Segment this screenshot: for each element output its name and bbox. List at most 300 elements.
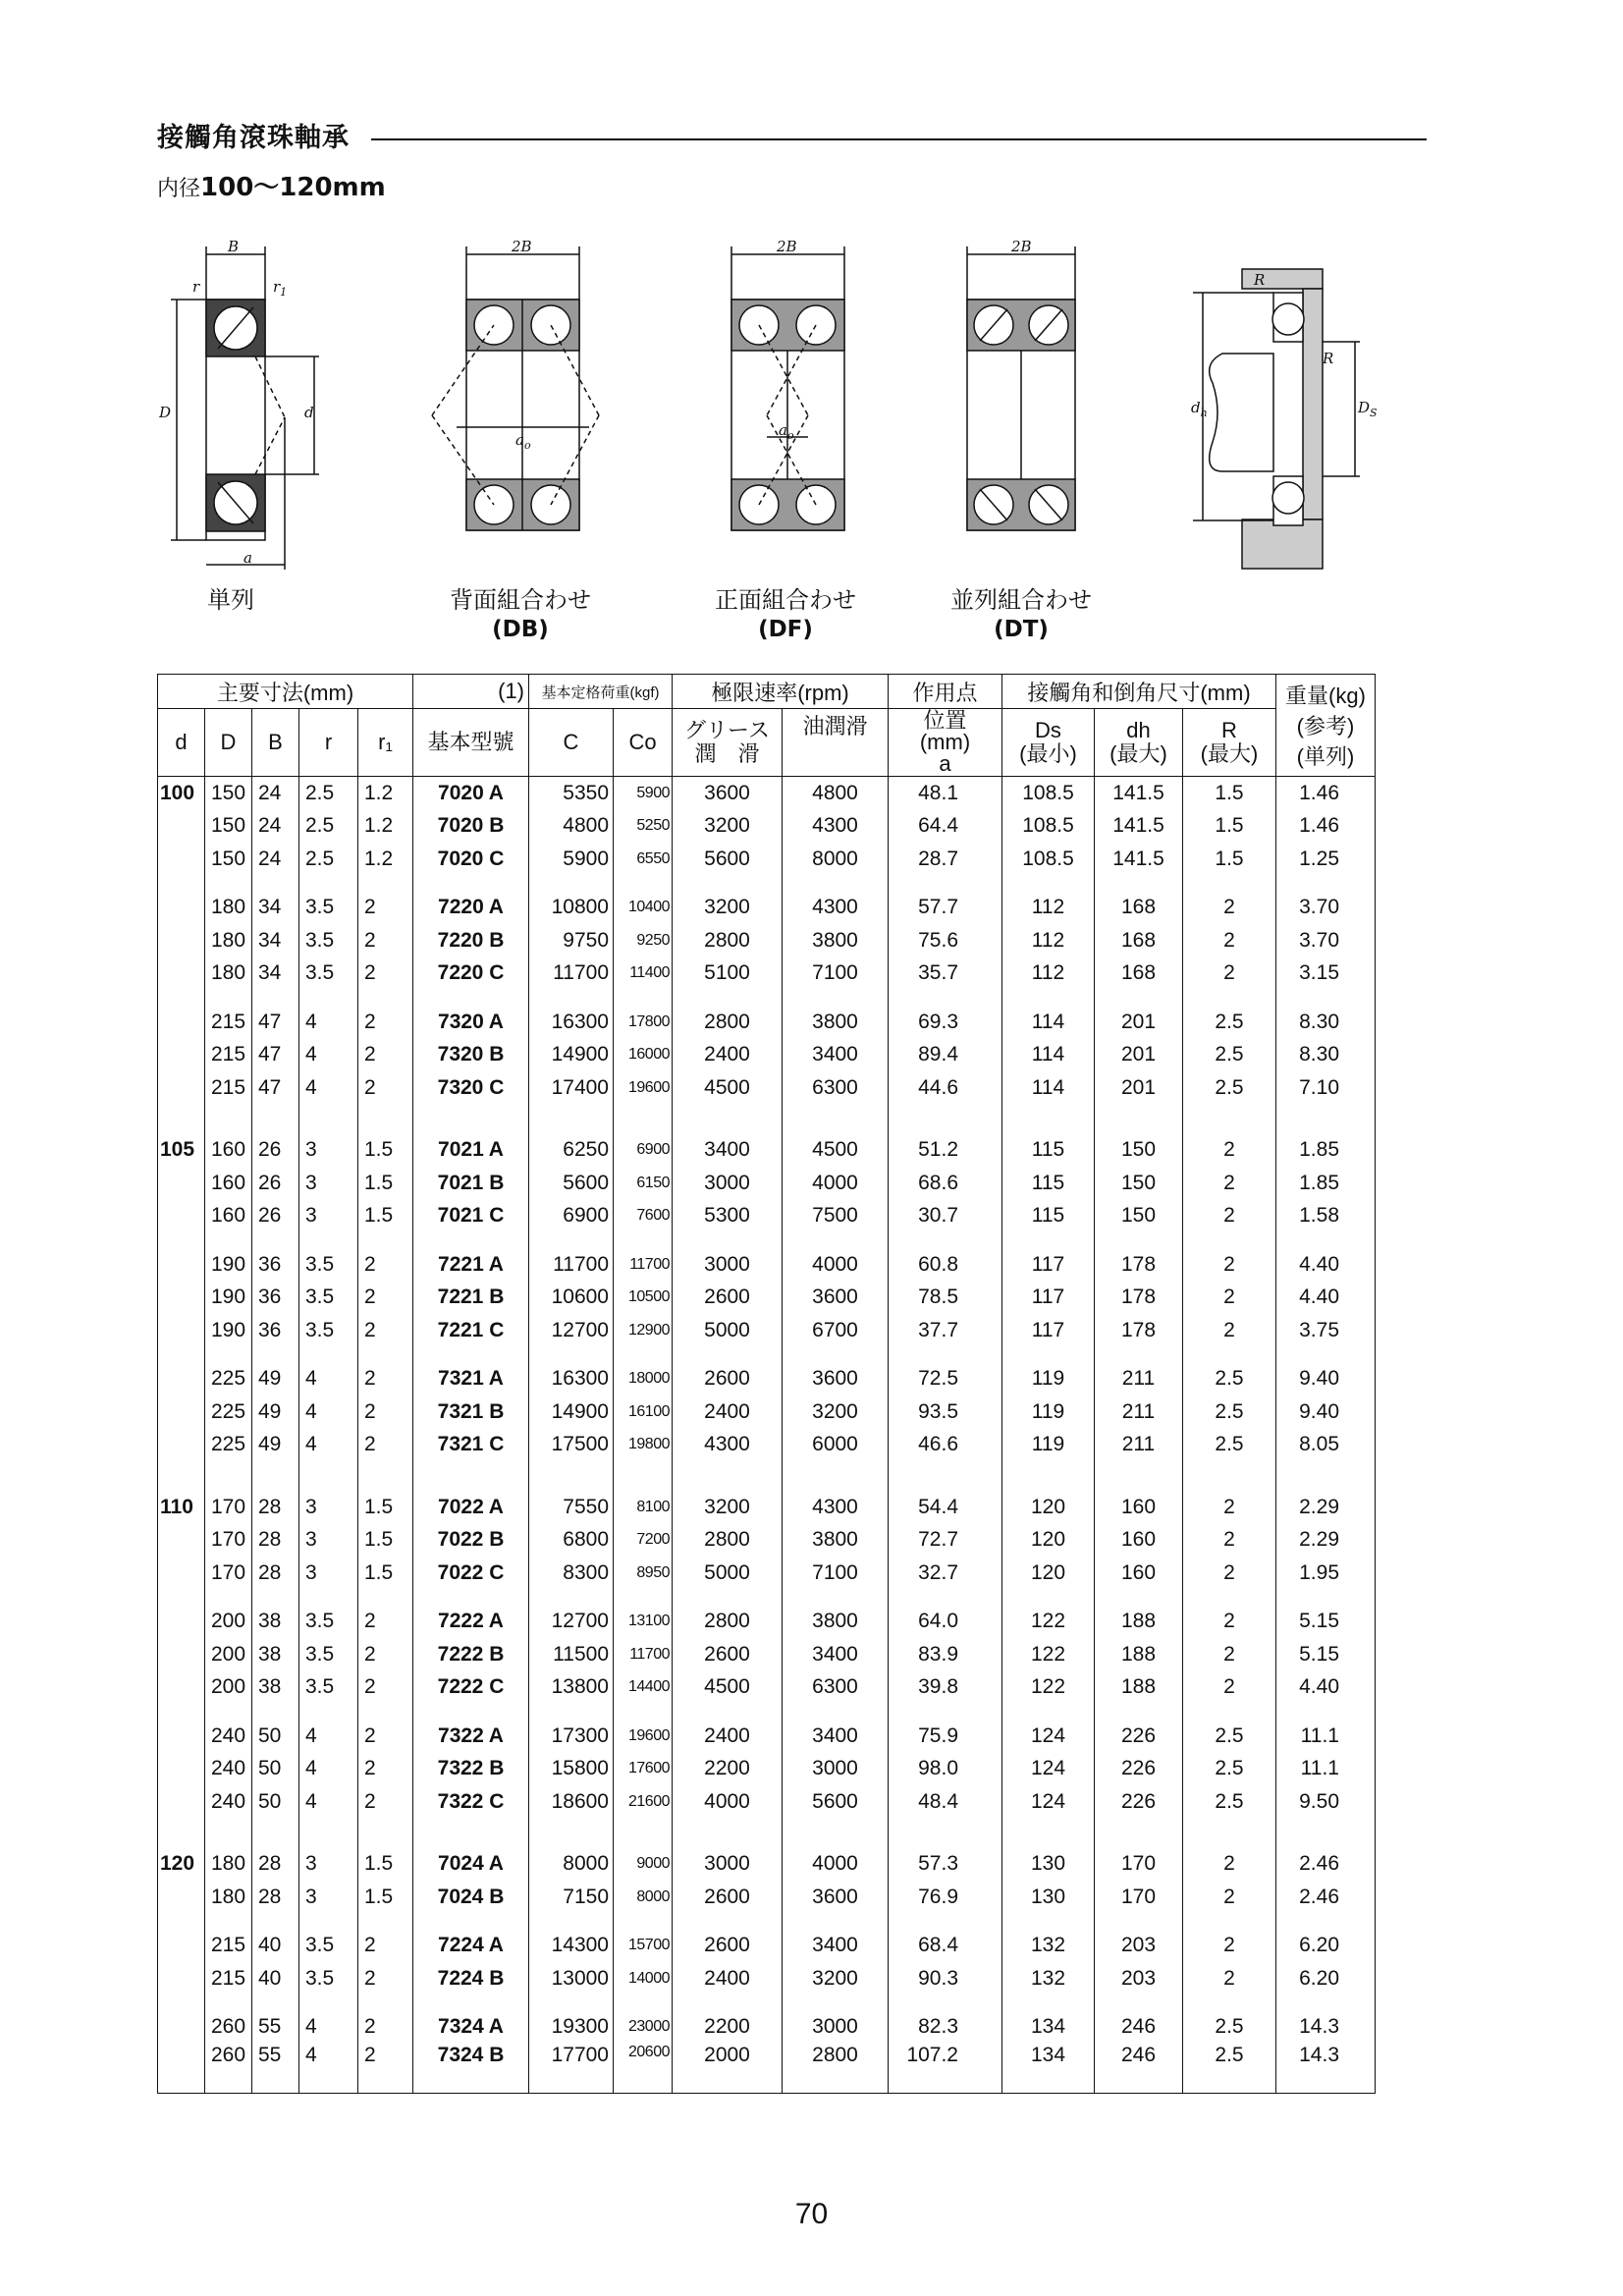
cell-B: 47 — [252, 1071, 299, 1105]
cell-ds: 120 — [1002, 1491, 1095, 1524]
cell-ds: 132 — [1002, 1962, 1095, 1995]
cell-r: 3 — [299, 1524, 358, 1558]
cell-D: 215 — [205, 1930, 252, 1963]
cell-oil: 3800 — [783, 1006, 889, 1039]
cell-oil: 3800 — [783, 1524, 889, 1558]
cell-dh: 141.5 — [1095, 777, 1183, 810]
cell-Co: 19600 — [614, 1720, 673, 1753]
cell-Co: 19600 — [614, 1071, 673, 1105]
cell-D: 260 — [205, 2044, 252, 2094]
symbol-ao-db: $a_o$ — [515, 431, 531, 452]
cell-w: 3.15 — [1276, 957, 1376, 991]
cell-grease: 5000 — [673, 1314, 783, 1347]
cell-dh: 226 — [1095, 1785, 1183, 1819]
cell-D: 170 — [205, 1557, 252, 1590]
cell-r: 2.5 — [299, 810, 358, 844]
cell-a: 32.7 — [889, 1557, 1002, 1590]
cell-B: 55 — [252, 2011, 299, 2045]
cell-dh: 188 — [1095, 1671, 1183, 1705]
cell-R: 2 — [1183, 1606, 1276, 1639]
cell-model: 7322 A — [413, 1720, 529, 1753]
cell-a: 83.9 — [889, 1638, 1002, 1671]
cell-r1: 2 — [358, 2011, 413, 2045]
cell-oil: 3200 — [783, 1395, 889, 1429]
cell-d — [158, 1006, 205, 1039]
cell-oil: 4000 — [783, 1848, 889, 1882]
cell-a: 57.7 — [889, 892, 1002, 925]
cell-C: 8000 — [529, 1848, 614, 1882]
cell-C: 5900 — [529, 843, 614, 876]
cell-d — [158, 892, 205, 925]
cell-Co: 8100 — [614, 1491, 673, 1524]
table-row — [158, 1071, 1376, 1105]
cell-R: 2.5 — [1183, 2011, 1276, 2045]
cell-C: 11500 — [529, 1638, 614, 1671]
cell-R: 2 — [1183, 1848, 1276, 1882]
cell-D: 200 — [205, 1638, 252, 1671]
cell-C: 13000 — [529, 1962, 614, 1995]
cell-a: 54.4 — [889, 1491, 1002, 1524]
cell-r: 4 — [299, 2011, 358, 2045]
col-r: r — [299, 709, 358, 777]
cell-model: 7321 C — [413, 1429, 529, 1462]
df-arrangement-diagram — [692, 241, 869, 535]
cell-r1: 2 — [358, 1429, 413, 1462]
cell-r1: 1.5 — [358, 1167, 413, 1200]
cell-a: 46.6 — [889, 1429, 1002, 1462]
cell-C: 12700 — [529, 1314, 614, 1347]
cell-grease: 2600 — [673, 1638, 783, 1671]
label-df: 正面組合わせ (DF) — [715, 586, 856, 642]
cell-D: 160 — [205, 1134, 252, 1168]
cell-grease: 3400 — [673, 1134, 783, 1168]
cell-ds: 120 — [1002, 1524, 1095, 1558]
cell-w: 9.40 — [1276, 1363, 1376, 1396]
cell-r1: 1.5 — [358, 1557, 413, 1590]
cell-D: 190 — [205, 1282, 252, 1315]
cell-grease: 2400 — [673, 1720, 783, 1753]
cell-dh: 150 — [1095, 1200, 1183, 1233]
cell-r1: 1.5 — [358, 1524, 413, 1558]
cell-w: 1.58 — [1276, 1200, 1376, 1233]
header-load-rating: 基本定格荷重(kgf) — [529, 675, 673, 709]
cell-D: 240 — [205, 1720, 252, 1753]
cell-dh: 160 — [1095, 1557, 1183, 1590]
cell-oil: 4800 — [783, 777, 889, 810]
cell-a: 72.5 — [889, 1363, 1002, 1396]
cell-r1: 2 — [358, 1753, 413, 1786]
cell-grease: 2800 — [673, 1006, 783, 1039]
cell-r: 3 — [299, 1491, 358, 1524]
cell-d — [158, 924, 205, 957]
cell-C: 13800 — [529, 1671, 614, 1705]
cell-dh: 160 — [1095, 1524, 1183, 1558]
cell-d — [158, 1524, 205, 1558]
col-grease: グリース 潤 滑 — [673, 709, 783, 777]
cell-w: 1.46 — [1276, 777, 1376, 810]
table-row — [158, 1785, 1376, 1819]
cell-B: 24 — [252, 843, 299, 876]
cell-dh: 203 — [1095, 1930, 1183, 1963]
cell-Co: 14400 — [614, 1671, 673, 1705]
cell-oil: 6000 — [783, 1429, 889, 1462]
cell-a: 90.3 — [889, 1962, 1002, 1995]
cell-d — [158, 1557, 205, 1590]
cell-oil: 3400 — [783, 1930, 889, 1963]
cell-D: 180 — [205, 1881, 252, 1914]
cell-B: 40 — [252, 1962, 299, 1995]
col-dh: dh (最大) — [1095, 709, 1183, 777]
cell-dh: 201 — [1095, 1006, 1183, 1039]
symbol-R-side: R — [1323, 350, 1334, 367]
cell-r1: 2 — [358, 924, 413, 957]
cell-r1: 2 — [358, 892, 413, 925]
cell-model: 7322 B — [413, 1753, 529, 1786]
cell-ds: 108.5 — [1002, 777, 1095, 810]
cell-R: 2 — [1183, 1962, 1276, 1995]
cell-w: 6.20 — [1276, 1962, 1376, 1995]
cell-model: 7324 A — [413, 2011, 529, 2045]
cell-D: 200 — [205, 1606, 252, 1639]
group-spacer — [158, 1914, 1376, 1930]
cell-r: 3 — [299, 1200, 358, 1233]
cell-B: 28 — [252, 1881, 299, 1914]
symbol-2B-db: 2B — [512, 241, 532, 255]
cell-ds: 114 — [1002, 1071, 1095, 1105]
cell-d — [158, 1071, 205, 1105]
cell-grease: 4300 — [673, 1429, 783, 1462]
cell-ds: 117 — [1002, 1248, 1095, 1282]
cell-oil: 6300 — [783, 1671, 889, 1705]
subtitle-range: 100〜120mm — [200, 173, 386, 202]
cell-w: 1.85 — [1276, 1167, 1376, 1200]
cell-C: 6250 — [529, 1134, 614, 1168]
bearing-spec-table — [157, 674, 1376, 2094]
cell-ds: 112 — [1002, 957, 1095, 991]
cell-d — [158, 1753, 205, 1786]
group-spacer — [158, 1232, 1376, 1248]
table-row — [158, 2011, 1376, 2045]
cell-w: 5.15 — [1276, 1606, 1376, 1639]
cell-w: 5.15 — [1276, 1638, 1376, 1671]
cell-r: 2.5 — [299, 777, 358, 810]
cell-d — [158, 810, 205, 844]
cell-R: 2 — [1183, 1491, 1276, 1524]
cell-grease: 2600 — [673, 1282, 783, 1315]
cell-d — [158, 957, 205, 991]
cell-grease: 2000 — [673, 2044, 783, 2094]
cell-a: 78.5 — [889, 1282, 1002, 1315]
cell-oil: 3800 — [783, 1606, 889, 1639]
group-spacer — [158, 1347, 1376, 1363]
cell-d — [158, 1248, 205, 1282]
cell-grease: 2200 — [673, 1753, 783, 1786]
cell-w: 3.70 — [1276, 924, 1376, 957]
cell-w: 2.29 — [1276, 1524, 1376, 1558]
cell-model: 7222 A — [413, 1606, 529, 1639]
cell-model: 7224 A — [413, 1930, 529, 1963]
cell-d — [158, 1167, 205, 1200]
cell-grease: 2600 — [673, 1930, 783, 1963]
cell-model: 7320 A — [413, 1006, 529, 1039]
cell-Co: 16100 — [614, 1395, 673, 1429]
cell-r: 4 — [299, 1785, 358, 1819]
col-model: 基本型號 — [413, 709, 529, 777]
cell-R: 2 — [1183, 1314, 1276, 1347]
cell-grease: 2800 — [673, 1524, 783, 1558]
cell-Co: 6900 — [614, 1134, 673, 1168]
cell-d — [158, 1720, 205, 1753]
table-row — [158, 1429, 1376, 1462]
cell-r: 3.5 — [299, 892, 358, 925]
cell-r: 3 — [299, 1881, 358, 1914]
cell-D: 170 — [205, 1524, 252, 1558]
cell-w: 6.20 — [1276, 1930, 1376, 1963]
cell-R: 2 — [1183, 1671, 1276, 1705]
cell-D: 180 — [205, 957, 252, 991]
cell-a: 75.9 — [889, 1720, 1002, 1753]
cell-oil: 4000 — [783, 1167, 889, 1200]
cell-R: 2 — [1183, 1282, 1276, 1315]
cell-R: 2 — [1183, 1134, 1276, 1168]
col-r1: r₁ — [358, 709, 413, 777]
symbol-dh: $d_h$ — [1191, 399, 1208, 419]
cell-model: 7020 A — [413, 777, 529, 810]
cell-B: 55 — [252, 2044, 299, 2094]
cell-oil: 3000 — [783, 1753, 889, 1786]
table-row — [158, 1248, 1376, 1282]
cell-r1: 2 — [358, 1248, 413, 1282]
cell-w: 7.10 — [1276, 1071, 1376, 1105]
table-row — [158, 1720, 1376, 1753]
cell-w: 1.95 — [1276, 1557, 1376, 1590]
cell-w: 8.05 — [1276, 1429, 1376, 1462]
cell-Co: 20600 — [614, 2044, 673, 2094]
cell-D: 225 — [205, 1395, 252, 1429]
col-position: 位置 (mm) a — [889, 709, 1002, 777]
cell-ds: 134 — [1002, 2044, 1095, 2094]
table-row — [158, 1314, 1376, 1347]
cell-a: 57.3 — [889, 1848, 1002, 1882]
cell-dh: 178 — [1095, 1282, 1183, 1315]
cell-B: 36 — [252, 1282, 299, 1315]
cell-B: 50 — [252, 1720, 299, 1753]
cell-D: 170 — [205, 1491, 252, 1524]
cell-D: 215 — [205, 1071, 252, 1105]
col-d: d — [158, 709, 205, 777]
cell-C: 17700 — [529, 2044, 614, 2094]
cell-R: 2.5 — [1183, 1753, 1276, 1786]
cell-model: 7222 B — [413, 1638, 529, 1671]
label-db: 背面組合わせ (DB) — [450, 586, 591, 642]
table-row — [158, 1930, 1376, 1963]
cell-C: 10800 — [529, 892, 614, 925]
cell-Co: 7600 — [614, 1200, 673, 1233]
cell-w: 1.25 — [1276, 843, 1376, 876]
cell-oil: 3600 — [783, 1363, 889, 1396]
cell-R: 2.5 — [1183, 1006, 1276, 1039]
cell-R: 2 — [1183, 892, 1276, 925]
group-spacer — [158, 990, 1376, 1006]
cell-w: 11.1 — [1276, 1720, 1376, 1753]
cell-r1: 1.2 — [358, 810, 413, 844]
cell-r1: 2 — [358, 1720, 413, 1753]
cell-C: 5350 — [529, 777, 614, 810]
cell-B: 24 — [252, 777, 299, 810]
cell-Co: 15700 — [614, 1930, 673, 1963]
cell-C: 14900 — [529, 1395, 614, 1429]
cell-ds: 120 — [1002, 1557, 1095, 1590]
cell-model: 7020 B — [413, 810, 529, 844]
cell-B: 49 — [252, 1429, 299, 1462]
cell-r1: 2 — [358, 1606, 413, 1639]
table-row — [158, 1491, 1376, 1524]
cell-oil: 3400 — [783, 1039, 889, 1072]
cell-Co: 10500 — [614, 1282, 673, 1315]
page-title: 接觸角滾珠軸承 — [157, 123, 350, 153]
cell-model: 7321 B — [413, 1395, 529, 1429]
table-row — [158, 1039, 1376, 1072]
cell-D: 150 — [205, 810, 252, 844]
cell-ds: 108.5 — [1002, 843, 1095, 876]
cell-C: 15800 — [529, 1753, 614, 1786]
cell-a: 82.3 — [889, 2011, 1002, 2045]
cell-ds: 112 — [1002, 924, 1095, 957]
single-row-bearing-diagram — [157, 241, 334, 579]
cell-d: 120 — [158, 1848, 205, 1882]
cell-r1: 1.5 — [358, 1491, 413, 1524]
cell-a: 44.6 — [889, 1071, 1002, 1105]
cell-ds: 119 — [1002, 1363, 1095, 1396]
symbol-2B-dt: 2B — [1011, 241, 1032, 255]
cell-C: 10600 — [529, 1282, 614, 1315]
cell-C: 7150 — [529, 1881, 614, 1914]
cell-a: 48.1 — [889, 777, 1002, 810]
cell-Co: 12900 — [614, 1314, 673, 1347]
cell-r: 3.5 — [299, 957, 358, 991]
cell-ds: 130 — [1002, 1881, 1095, 1914]
symbol-d: d — [304, 404, 314, 421]
group-spacer — [158, 1819, 1376, 1848]
cell-Co: 18000 — [614, 1363, 673, 1396]
cell-B: 47 — [252, 1039, 299, 1072]
cell-grease: 5100 — [673, 957, 783, 991]
cell-oil: 4000 — [783, 1248, 889, 1282]
cell-w: 4.40 — [1276, 1671, 1376, 1705]
cell-oil: 4500 — [783, 1134, 889, 1168]
header-main-dims: 主要寸法(mm) — [158, 675, 413, 709]
cell-ds: 132 — [1002, 1930, 1095, 1963]
cell-w: 4.40 — [1276, 1282, 1376, 1315]
cell-r1: 2 — [358, 1962, 413, 1995]
cell-ds: 115 — [1002, 1134, 1095, 1168]
cell-dh: 141.5 — [1095, 810, 1183, 844]
cell-w: 1.46 — [1276, 810, 1376, 844]
cell-R: 2 — [1183, 1557, 1276, 1590]
cell-Co: 6550 — [614, 843, 673, 876]
cell-r1: 1.5 — [358, 1881, 413, 1914]
cell-R: 2.5 — [1183, 1785, 1276, 1819]
cell-C: 9750 — [529, 924, 614, 957]
cell-Co: 8000 — [614, 1881, 673, 1914]
cell-C: 14900 — [529, 1039, 614, 1072]
cell-d — [158, 2044, 205, 2094]
cell-model: 7221 A — [413, 1248, 529, 1282]
cell-C: 17500 — [529, 1429, 614, 1462]
cell-model: 7020 C — [413, 843, 529, 876]
cell-Co: 10400 — [614, 892, 673, 925]
cell-model: 7222 C — [413, 1671, 529, 1705]
cell-a: 39.8 — [889, 1671, 1002, 1705]
subtitle-prefix: 内径 — [157, 177, 201, 201]
cell-ds: 115 — [1002, 1200, 1095, 1233]
cell-w: 14.3 — [1276, 2011, 1376, 2045]
cell-w: 11.1 — [1276, 1753, 1376, 1786]
cell-r1: 2 — [358, 1785, 413, 1819]
cell-model: 7221 B — [413, 1282, 529, 1315]
cell-R: 2.5 — [1183, 1720, 1276, 1753]
cell-dh: 170 — [1095, 1848, 1183, 1882]
cell-model: 7022 C — [413, 1557, 529, 1590]
cell-R: 2 — [1183, 1167, 1276, 1200]
cell-B: 38 — [252, 1638, 299, 1671]
table-row — [158, 1638, 1376, 1671]
cell-ds: 114 — [1002, 1006, 1095, 1039]
cell-ds: 122 — [1002, 1638, 1095, 1671]
cell-Co: 13100 — [614, 1606, 673, 1639]
cell-w: 8.30 — [1276, 1039, 1376, 1072]
table-row — [158, 1006, 1376, 1039]
cell-ds: 124 — [1002, 1753, 1095, 1786]
cell-r1: 1.5 — [358, 1134, 413, 1168]
cell-d — [158, 1785, 205, 1819]
cell-model: 7320 B — [413, 1039, 529, 1072]
cell-d — [158, 1930, 205, 1963]
cell-ds: 112 — [1002, 892, 1095, 925]
cell-a: 60.8 — [889, 1248, 1002, 1282]
cell-dh: 150 — [1095, 1167, 1183, 1200]
cell-D: 200 — [205, 1671, 252, 1705]
cell-D: 160 — [205, 1167, 252, 1200]
cell-dh: 168 — [1095, 924, 1183, 957]
cell-oil: 7500 — [783, 1200, 889, 1233]
cell-a: 64.4 — [889, 810, 1002, 844]
cell-dh: 160 — [1095, 1491, 1183, 1524]
cell-r: 4 — [299, 1429, 358, 1462]
table-row — [158, 1671, 1376, 1705]
cell-B: 34 — [252, 924, 299, 957]
cell-R: 2 — [1183, 924, 1276, 957]
cell-D: 150 — [205, 843, 252, 876]
cell-B: 50 — [252, 1785, 299, 1819]
cell-dh: 226 — [1095, 1753, 1183, 1786]
symbol-2B-df: 2B — [777, 241, 797, 255]
cell-oil: 4300 — [783, 1491, 889, 1524]
cell-r: 4 — [299, 1363, 358, 1396]
header-action-point: 作用点 — [889, 675, 1002, 709]
group-spacer — [158, 1704, 1376, 1720]
cell-grease: 4500 — [673, 1071, 783, 1105]
table-row — [158, 1524, 1376, 1558]
cell-r1: 2 — [358, 1039, 413, 1072]
cell-B: 40 — [252, 1930, 299, 1963]
cell-r: 4 — [299, 2044, 358, 2094]
page-subtitle — [157, 167, 386, 203]
symbol-r1: $r_1$ — [273, 278, 288, 299]
cell-C: 11700 — [529, 957, 614, 991]
cell-R: 2 — [1183, 957, 1276, 991]
cell-R: 1.5 — [1183, 777, 1276, 810]
